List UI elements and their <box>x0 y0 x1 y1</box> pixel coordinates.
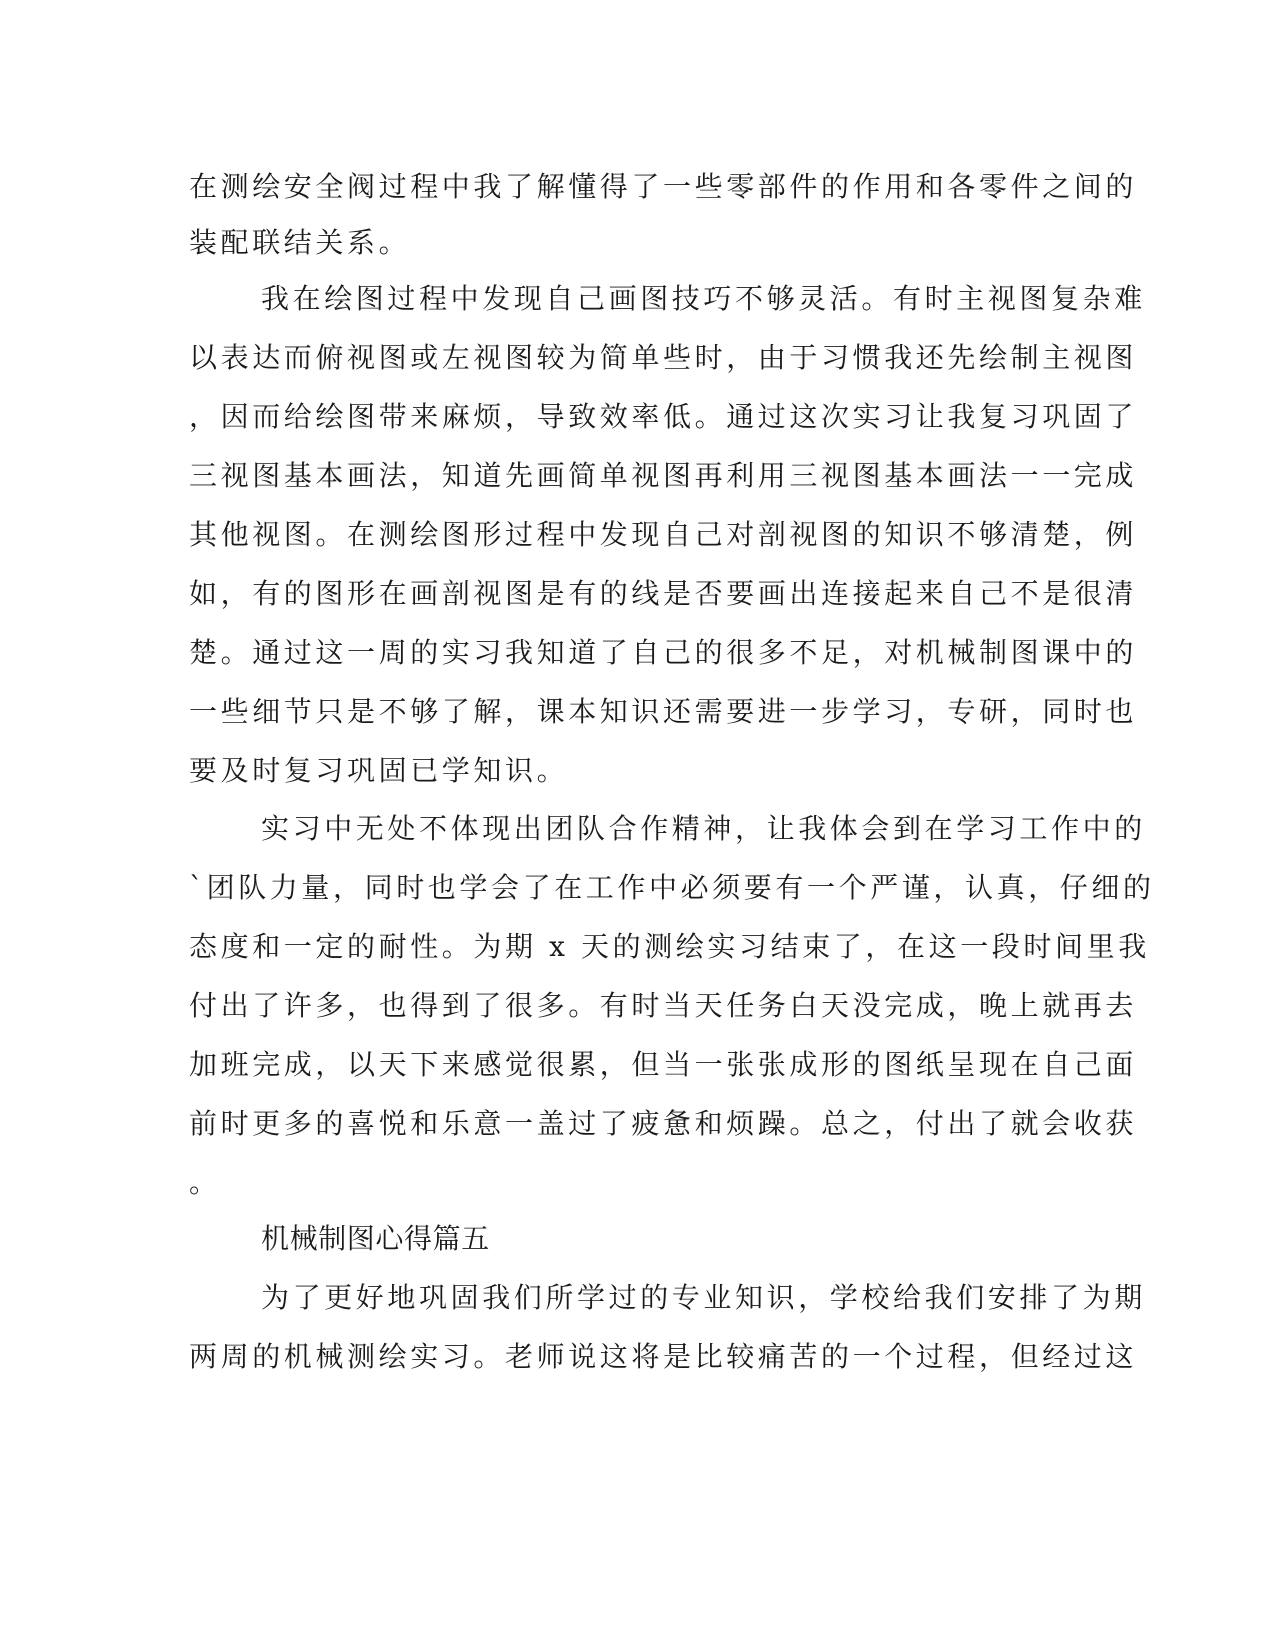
paragraph-line: 其他视图。在测绘图形过程中发现自己对剖视图的知识不够清楚，例 <box>189 518 1138 551</box>
paragraph-line: `团队力量，同时也学会了在工作中必须要有一个严谨，认真，仔细的 <box>189 871 1155 904</box>
paragraph-line: 在测绘安全阀过程中我了解懂得了一些零部件的作用和各零件之间的 <box>189 170 1138 203</box>
paragraph-line: 。 <box>189 1166 221 1199</box>
paragraph-line: 以表达而俯视图或左视图较为简单些时，由于习惯我还先绘制主视图 <box>189 341 1138 374</box>
paragraph-line: 三视图基本画法，知道先画简单视图再利用三视图基本画法一一完成 <box>189 459 1138 492</box>
paragraph-line: 加班完成，以天下来感觉很累，但当一张张成形的图纸呈现在自己面 <box>189 1048 1138 1081</box>
section-heading: 机械制图心得篇五 <box>261 1222 490 1255</box>
paragraph-line: 一些细节只是不够了解，课本知识还需要进一步学习，专研，同时也 <box>189 695 1138 728</box>
paragraph-first-line: 我在绘图过程中发现自己画图技巧不够灵活。有时主视图复杂难 <box>261 282 1146 315</box>
paragraph-line: ，因而给绘图带来麻烦，导致效率低。通过这次实习让我复习巩固了 <box>189 400 1138 433</box>
paragraph-line: 前时更多的喜悦和乐意一盖过了疲惫和烦躁。总之，付出了就会收获 <box>189 1107 1138 1140</box>
paragraph-line: 如，有的图形在画剖视图是有的线是否要画出连接起来自己不是很清 <box>189 577 1138 610</box>
paragraph-first-line: 为了更好地巩固我们所学过的专业知识，学校给我们安排了为期 <box>261 1281 1146 1314</box>
paragraph-line: 装配联结关系。 <box>189 226 411 259</box>
paragraph-line: 楚。通过这一周的实习我知道了自己的很多不足，对机械制图课中的 <box>189 636 1138 669</box>
paragraph-line: 两周的机械测绘实习。老师说这将是比较痛苦的一个过程，但经过这 <box>189 1340 1138 1373</box>
paragraph-line: 态度和一定的耐性。为期 x 天的测绘实习结束了，在这一段时间里我 <box>189 930 1150 963</box>
paragraph-line: 付出了许多，也得到了很多。有时当天任务白天没完成，晚上就再去 <box>189 989 1138 1022</box>
paragraph-line: 要及时复习巩固已学知识。 <box>189 754 569 787</box>
paragraph-first-line: 实习中无处不体现出团队合作精神，让我体会到在学习工作中的 <box>261 812 1146 845</box>
